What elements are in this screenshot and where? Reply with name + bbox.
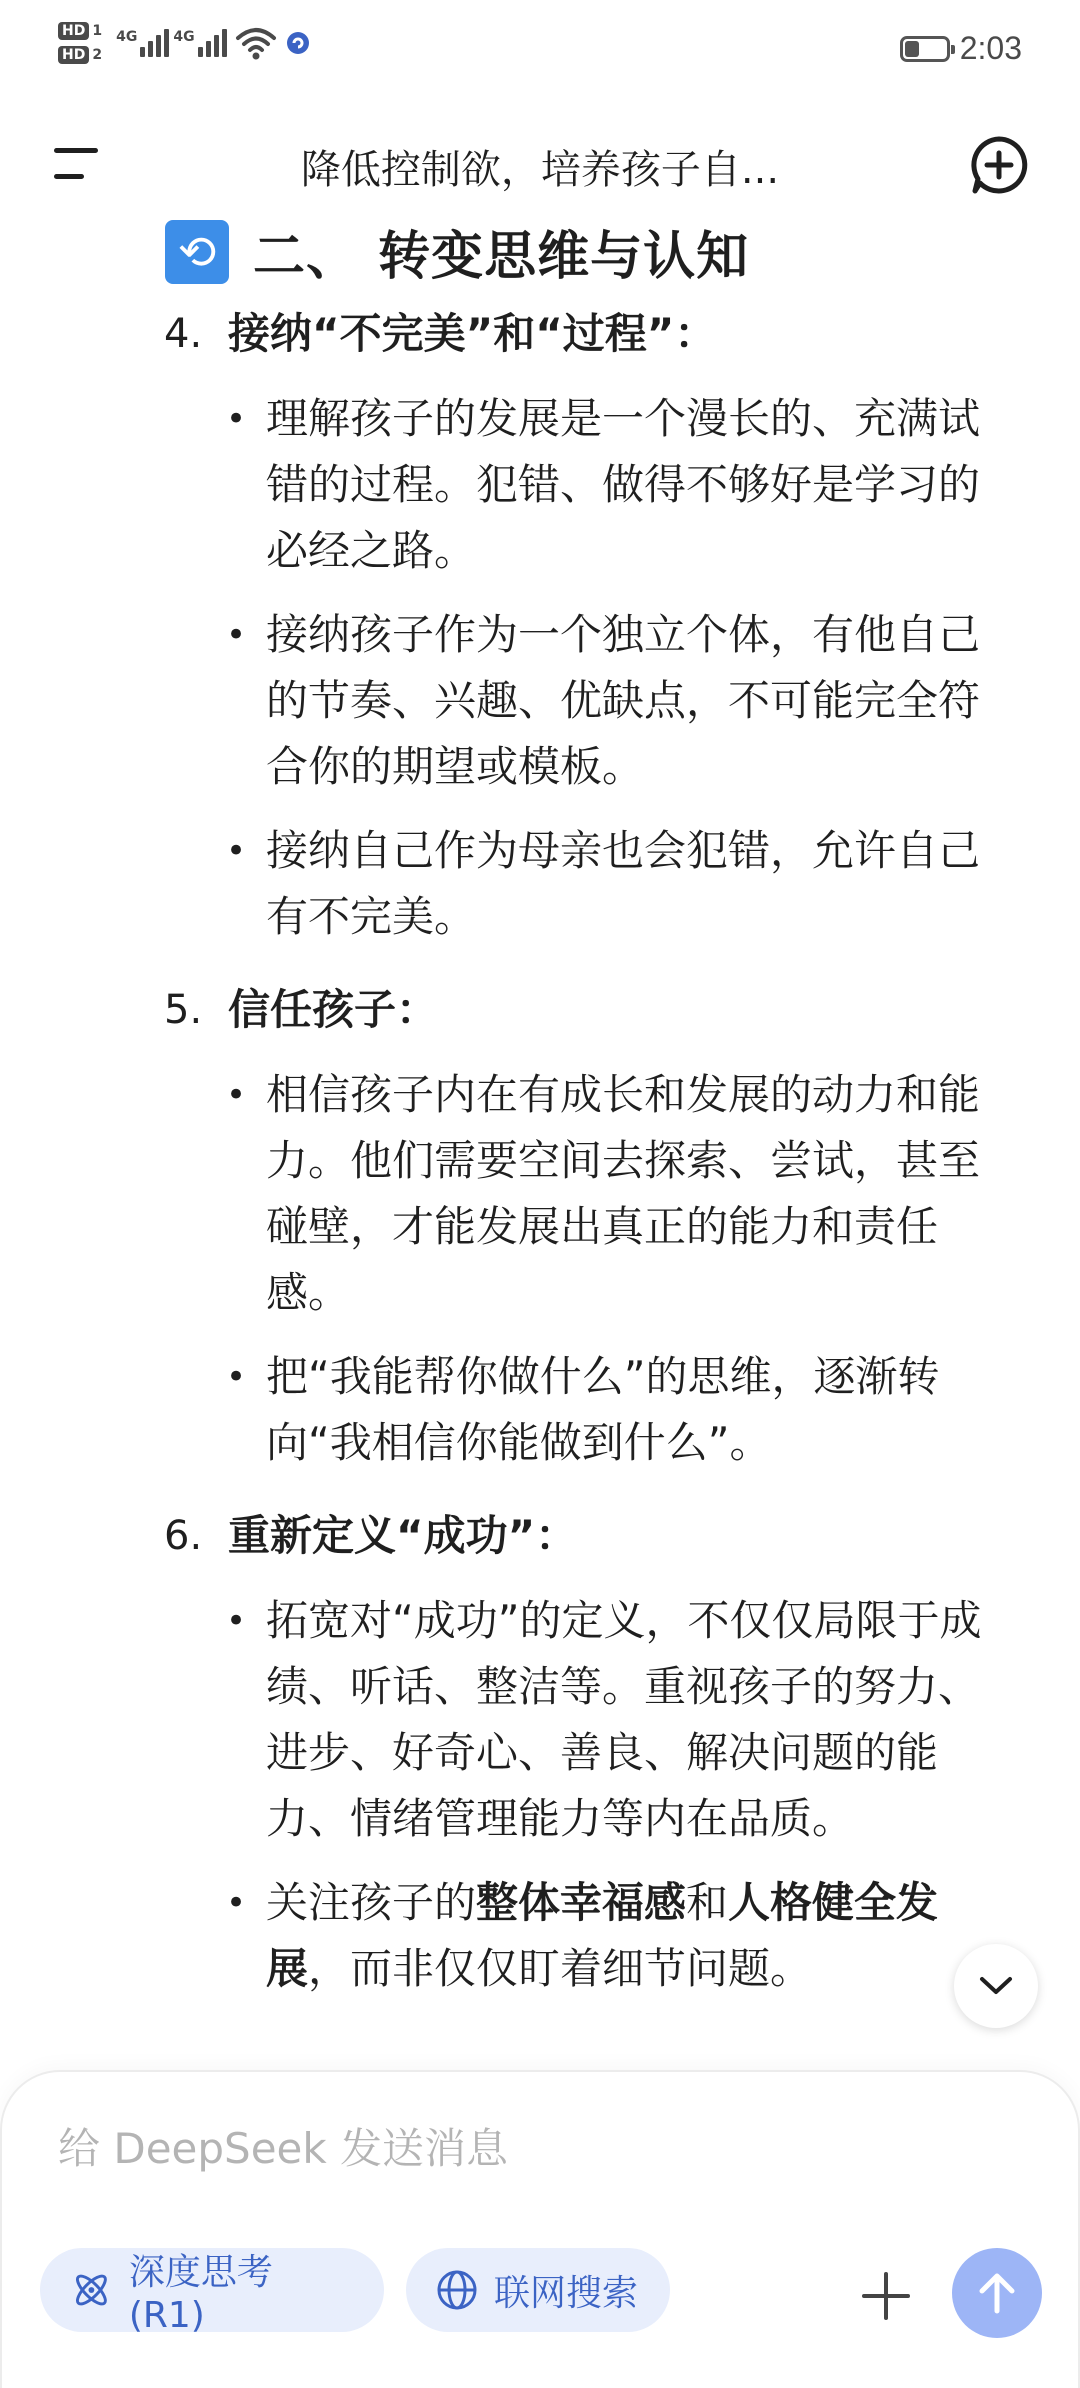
web-search-label: 联网搜索 xyxy=(494,2272,639,2314)
bold-text: 整体幸福感 xyxy=(476,1878,687,1927)
menu-button[interactable] xyxy=(50,142,104,188)
scroll-down-button[interactable] xyxy=(954,1944,1038,2028)
list-item-number: 4. xyxy=(164,311,203,357)
menu-icon xyxy=(54,174,84,179)
list-item-heading xyxy=(0,300,1080,368)
status-left xyxy=(58,22,311,64)
bullet-text: 理解孩子的发展是一个漫长的、充满试错的过程。犯错、做得不够好是学习的必经之路。 xyxy=(266,394,981,575)
network-type: 4G xyxy=(116,29,138,45)
status-bar xyxy=(0,0,1080,110)
app-notification-icon xyxy=(285,30,311,56)
sim-number: 2 xyxy=(92,47,103,63)
menu-icon xyxy=(54,148,98,153)
list-item-number: 5. xyxy=(164,987,203,1033)
globe-icon xyxy=(436,2269,478,2311)
bullet-list xyxy=(0,1588,1080,2002)
chevron-down-icon xyxy=(979,1976,1013,1996)
web-search-toggle[interactable] xyxy=(406,2248,670,2332)
clock: 2:03 xyxy=(959,30,1022,66)
message-content xyxy=(0,200,1080,2050)
list-item-title: 重新定义“成功”： xyxy=(228,1511,578,1560)
bullet-list xyxy=(0,386,1080,950)
attach-button[interactable] xyxy=(858,2268,914,2324)
bullet-text: 关注孩子的 xyxy=(266,1878,477,1927)
bullet-item xyxy=(0,1588,1080,1852)
new-chat-icon xyxy=(968,134,1030,196)
bullet-item xyxy=(0,602,1080,800)
list-item xyxy=(0,976,1080,1476)
network-type: 4G xyxy=(173,29,195,45)
bullet-text: 和 xyxy=(686,1878,729,1927)
composer xyxy=(0,2070,1080,2388)
status-right xyxy=(900,30,1022,67)
sim1-indicator xyxy=(58,22,102,40)
list-item-title: 信任孩子： xyxy=(228,985,439,1034)
deep-think-toggle[interactable] xyxy=(40,2248,384,2336)
sim2-indicator xyxy=(58,46,102,64)
list-item-heading xyxy=(0,976,1080,1044)
arrows-cycle-icon: ⟲ xyxy=(165,220,229,284)
new-chat-button[interactable] xyxy=(968,134,1030,196)
signal-strength xyxy=(116,29,226,57)
signal-1-icon xyxy=(116,29,169,57)
chat-title[interactable]: 降低控制欲，培养孩子自... xyxy=(300,147,780,193)
bullet-item xyxy=(0,386,1080,584)
bullet-item xyxy=(0,818,1080,950)
section-heading xyxy=(165,214,749,289)
bullet-item xyxy=(0,1870,1080,2002)
plus-icon xyxy=(858,2268,914,2324)
chat-header xyxy=(0,120,1080,210)
deep-think-label: 深度思考 (R1) xyxy=(128,2252,273,2336)
arrow-up-icon xyxy=(977,2271,1017,2315)
atom-icon xyxy=(70,2268,113,2312)
battery-icon xyxy=(900,36,950,62)
ordered-list xyxy=(0,300,1080,2002)
bullet-item xyxy=(0,1344,1080,1476)
send-button[interactable] xyxy=(952,2248,1042,2338)
hd-badge: HD xyxy=(58,46,89,64)
sim-number: 1 xyxy=(92,23,103,39)
list-item-title: 接纳“不完美”和“过程”： xyxy=(228,309,717,358)
bullet-text: 把“我能帮你做什么”的思维，逐渐转向“我相信你能做到什么”。 xyxy=(266,1352,940,1467)
list-item-number: 6. xyxy=(164,1513,203,1559)
bullet-text: ，而非仅仅盯着细节问题。 xyxy=(308,1944,813,1993)
bold-text: 人格健全发展 xyxy=(266,1878,939,1993)
list-item-heading xyxy=(0,1502,1080,1570)
message-input[interactable]: 给 DeepSeek 发送消息 xyxy=(58,2124,509,2173)
sim-indicators xyxy=(58,22,102,64)
bullet-text: 接纳孩子作为一个独立个体，有他自己的节奏、兴趣、优缺点，不可能完全符合你的期望或模板。 xyxy=(266,610,981,791)
list-item xyxy=(0,1502,1080,2002)
bullet-item xyxy=(0,1062,1080,1326)
hd-badge: HD xyxy=(58,22,89,40)
bullet-list xyxy=(0,1062,1080,1476)
list-item xyxy=(0,300,1080,950)
bullet-text: 接纳自己作为母亲也会犯错，允许自己有不完美。 xyxy=(266,826,981,941)
signal-2-icon xyxy=(173,29,226,57)
section-heading-text: 二、 转变思维与认知 xyxy=(253,227,750,287)
bullet-text: 拓宽对“成功”的定义，不仅仅局限于成绩、听话、整洁等。重视孩子的努力、进步、好奇心、善良、解决问题的能力、情绪管理能力等内在品质。 xyxy=(266,1596,982,1843)
wifi-icon xyxy=(235,26,277,60)
bullet-text: 相信孩子内在有成长和发展的动力和能力。他们需要空间去探索、尝试，甚至碰壁，才能发展出真正的能力和责任感。 xyxy=(266,1070,981,1317)
